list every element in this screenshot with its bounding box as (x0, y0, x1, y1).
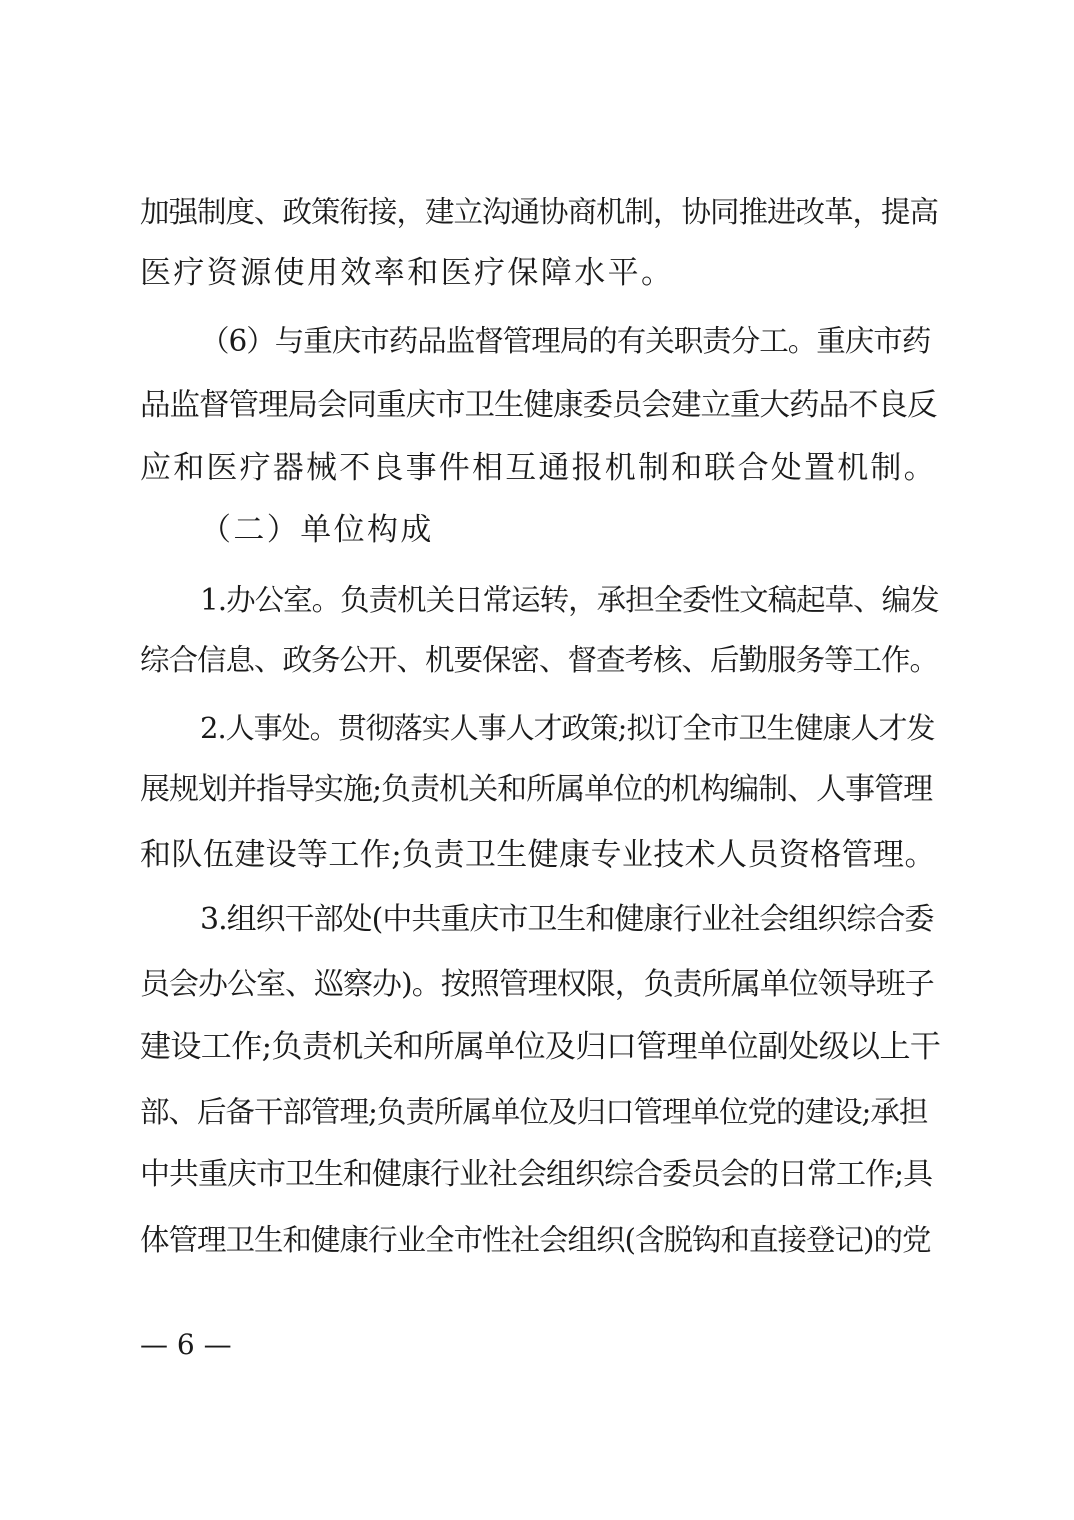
text-line-3: （6）与重庆市药品监督管理局的有关职责分工。重庆市药 (200, 324, 931, 358)
text-line-2: 医疗资源使用效率和医疗保障水平。 (140, 255, 675, 291)
text-line-1: 加强制度、政策衔接，建立沟通协商机制，协同推进改革，提高 (140, 195, 939, 229)
text-line-4: 品监督管理局会同重庆市卫生健康委员会建立重大药品不良反 (140, 388, 937, 423)
text-line-16: 中共重庆市卫生和健康行业社会组织综合委员会的日常工作;具 (140, 1157, 933, 1192)
page-number: — 6 — (140, 1328, 232, 1361)
text-line-8: 综合信息、政务公开、机要保密、督查考核、后勤服务等工作。 (140, 643, 939, 677)
text-line-12: 3.组织干部处(中共重庆市卫生和健康行业社会组织综合委 (200, 902, 934, 937)
text-line-15: 部、后备干部管理;负责所属单位及归口管理单位党的建设;承担 (140, 1095, 928, 1129)
text-line-9: 2.人事处。贯彻落实人事人才政策;拟订全市卫生健康人才发 (200, 711, 935, 745)
text-line-10: 展规划并指导实施;负责机关和所属单位的机构编制、人事管理 (140, 772, 933, 807)
text-line-17: 体管理卫生和健康行业全市性社会组织(含脱钩和直接登记)的党 (140, 1223, 931, 1257)
text-line-13: 员会办公室、巡察办)。按照管理权限，负责所属单位领导班子 (140, 967, 934, 1002)
section-heading: （二）单位构成 (200, 512, 434, 548)
text-line-7: 1.办公室。负责机关日常运转，承担全委性文稿起草、编发 (200, 583, 939, 617)
text-line-14: 建设工作;负责机关和所属单位及归口管理单位副处级以上干 (140, 1029, 941, 1065)
text-line-5: 应和医疗器械不良事件相互通报机制和联合处置机制。 (140, 450, 937, 486)
text-line-11: 和队伍建设等工作;负责卫生健康专业技术人员资格管理。 (140, 837, 936, 873)
